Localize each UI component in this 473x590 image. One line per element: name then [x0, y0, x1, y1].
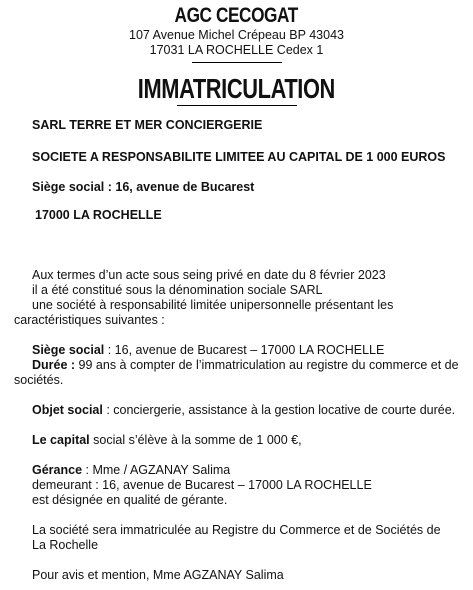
seat-paragraph: [14, 343, 460, 358]
intro-line-2: il a été constitué sous la dénomination sociale SARL: [32, 283, 323, 297]
closing-line: Pour avis et mention, Mme AGZANAY Salima: [32, 568, 284, 582]
capital-paragraph: [14, 433, 460, 448]
agency-name: AGC CECOGAT: [174, 4, 299, 27]
manager-role: est désignée en qualité de gérante.: [32, 493, 228, 507]
manager-address: demeurant : 16, avenue de Bucarest – 17000 LA ROCHELLE: [32, 478, 372, 492]
capital-value: social s’élève à la somme de 1 000 €,: [89, 433, 302, 447]
manager-value: : Mme / AGZANAY Salima: [82, 463, 231, 477]
duration-value: 99 ans à compter de l’immatriculation au registre du commerce et de sociétés.: [14, 358, 459, 387]
manager-label: Gérance: [32, 463, 83, 477]
object-paragraph: [14, 403, 460, 418]
manager-paragraph: [14, 463, 460, 478]
notice-body: [14, 268, 460, 583]
company-form: SOCIETE A RESPONSABILITE LIMITEE AU CAPITAL DE 1 000 EUROS: [32, 150, 446, 164]
company-city: 17000 LA ROCHELLE: [35, 208, 162, 222]
capital-label: Le capital: [32, 433, 90, 447]
registration-line-1: La société sera immatriculée au Registre du Commerce et de Sociétés de: [32, 523, 441, 537]
intro-line-1: Aux termes d’un acte sous seing privé en date du 8 février 2023: [32, 268, 386, 282]
duration-paragraph: [14, 358, 460, 388]
notice-title: IMMATRICULATION: [137, 73, 336, 104]
agency-address-line1: 107 Avenue Michel Crépeau BP 43043: [129, 28, 344, 42]
seat-label: Siège social: [32, 343, 105, 357]
registration-line-2: La Rochelle: [32, 538, 99, 552]
agency-address-line2: 17031 LA ROCHELLE Cedex 1: [149, 43, 324, 57]
duration-label: Durée :: [32, 358, 76, 372]
header: [0, 0, 473, 106]
intro-line-3: une société à responsabilité limitée unipersonnelle présentant les caractéristiques suivantes :: [14, 298, 394, 327]
company-seat: Siège social : 16, avenue de Bucarest: [32, 180, 255, 194]
object-value: : conciergerie, assistance à la gestion locative de courte durée.: [102, 403, 456, 417]
seat-value: : 16, avenue de Bucarest – 17000 LA ROCHELLE: [104, 343, 385, 357]
company-name: SARL TERRE ET MER CONCIERGERIE: [32, 118, 263, 132]
title-underline: [177, 105, 297, 106]
object-label: Objet social: [32, 403, 103, 417]
